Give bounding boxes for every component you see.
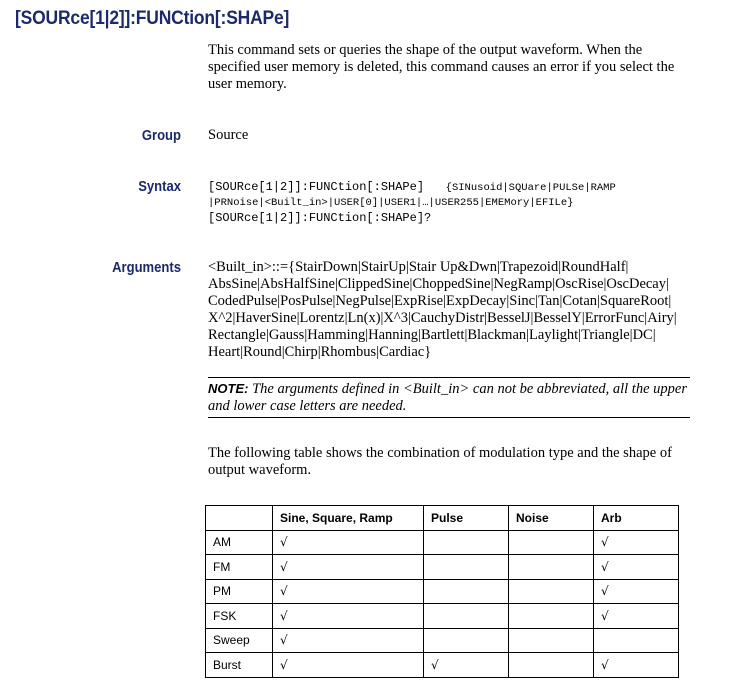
table-header-cell: Sine, Square, Ramp (273, 506, 424, 531)
note-text: The arguments defined in <Built_in> can not be abbreviated, all the upper and lower case letters are needed. (208, 381, 687, 414)
syntax-line-1 (208, 180, 688, 196)
table-cell (424, 604, 509, 629)
syntax-line-2: |PRNoise|<Built_in>|USER[0]|USER1|…|USER255|EMEMory|EFILe} (208, 197, 574, 209)
table-cell (424, 628, 509, 653)
table-header-cell: Pulse (424, 506, 509, 531)
table-cell (424, 530, 509, 555)
table-cell: √ (273, 530, 424, 555)
table-cell (509, 653, 594, 678)
arguments-text: <Built_in>::={StairDown|StairUp|Stair Up&Dwn|Trapezoid|RoundHalf| AbsSine|AbsHalfSine|ClippedSine|ChoppedSine|NegRamp|OscRise|OscDecay| CodedPulse|PosPulse|NegPulse|ExpRise|ExpDecay|Sinc|Tan|Cotan|SquareRoot| X^2|HaverSine|Lorentz|Ln(x)|X^3|CauchyDistr|BesselJ|BesselY|ErrorFunc|Airy| Rectangle|Gauss|Hamming|Hanning|Bartlett|Blackman|Laylight|Triangle|DC| Heart|Round|Chirp|Rhombus|Cardiac} (208, 259, 677, 360)
syntax-arguments-start: {SINusoid|SQUare|PULSe|RAMP (445, 182, 616, 194)
table-intro-paragraph: The following table shows the combination of modulation type and the shape of output waveform. (208, 445, 672, 478)
table-row (206, 604, 679, 629)
group-value: Source (208, 127, 249, 143)
table-row-label: PM (206, 579, 273, 604)
table-row-label: Burst (206, 653, 273, 678)
arguments-label: Arguments (112, 260, 181, 276)
table-row-label: FM (206, 555, 273, 580)
table-cell: √ (273, 604, 424, 629)
page-title: [SOURce[1|2]]:FUNCtion[:SHAPe] (15, 8, 290, 29)
table-header-cell: Noise (509, 506, 594, 531)
note-label: NOTE: (208, 381, 249, 396)
table-cell: √ (273, 555, 424, 580)
table-row-label: Sweep (206, 628, 273, 653)
table-row (206, 579, 679, 604)
table-cell: √ (273, 579, 424, 604)
table-row (206, 628, 679, 653)
table-cell: √ (594, 579, 679, 604)
table-cell: √ (594, 555, 679, 580)
modulation-table (205, 505, 679, 678)
table-cell: √ (594, 530, 679, 555)
table-row-label: AM (206, 530, 273, 555)
table-cell (509, 530, 594, 555)
group-label: Group (141, 128, 181, 144)
table-row (206, 653, 679, 678)
table-header-cell: Arb (594, 506, 679, 531)
table-cell (424, 579, 509, 604)
table-header-row (206, 506, 679, 531)
table-header-cell (206, 506, 273, 531)
table-cell (424, 555, 509, 580)
table-row (206, 555, 679, 580)
table-row (206, 530, 679, 555)
note-box (208, 377, 690, 418)
syntax-label: Syntax (138, 179, 181, 195)
table-cell (509, 628, 594, 653)
table-cell: √ (273, 653, 424, 678)
table-cell: √ (594, 604, 679, 629)
table-cell: √ (594, 653, 679, 678)
table-cell (509, 555, 594, 580)
table-cell: √ (273, 628, 424, 653)
syntax-command: [SOURce[1|2]]:FUNCtion[:SHAPe] (208, 180, 425, 194)
syntax-block (208, 180, 688, 226)
table-cell (509, 579, 594, 604)
table-row-label: FSK (206, 604, 273, 629)
syntax-query: [SOURce[1|2]]:FUNCtion[:SHAPe]? (208, 211, 432, 225)
description-paragraph: This command sets or queries the shape of the output waveform. When the specified user memory is deleted, this command causes an error if you select the user memory. (208, 42, 675, 92)
table-cell (594, 628, 679, 653)
table-cell (509, 604, 594, 629)
table-cell: √ (424, 653, 509, 678)
